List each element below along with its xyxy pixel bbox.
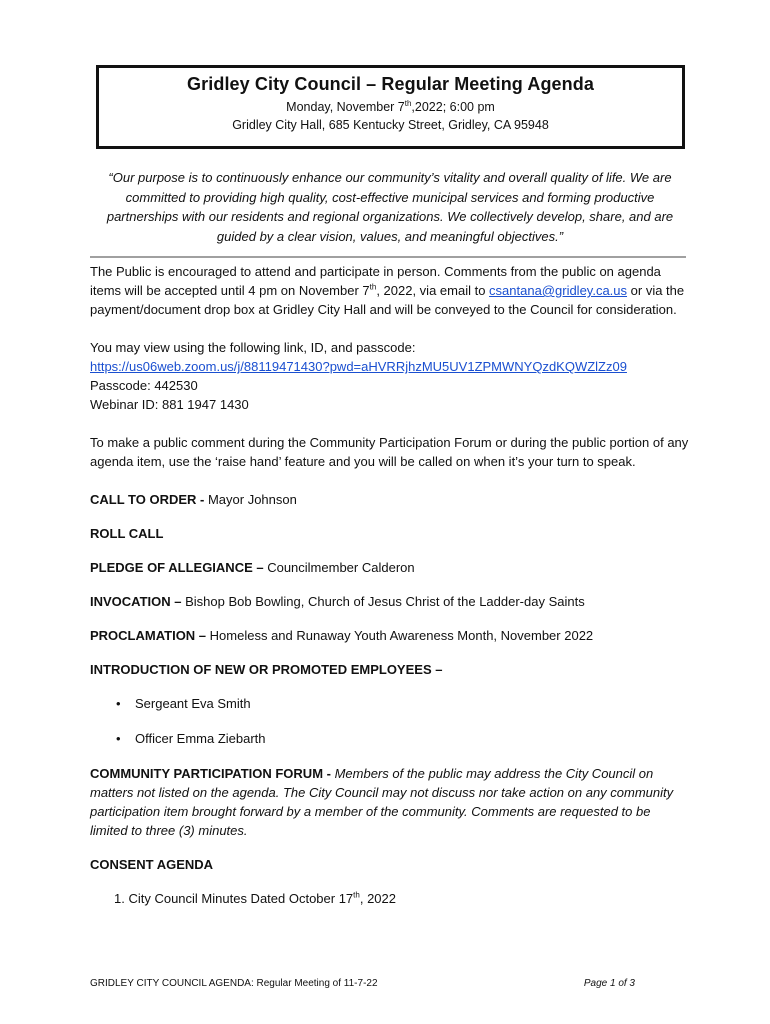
- meeting-date-text: Monday, November 7: [286, 100, 405, 114]
- footer-title: GRIDLEY CITY COUNCIL AGENDA: Regular Meeting of 11-7-22: [90, 978, 378, 989]
- purpose-statement: “Our purpose is to continuously enhance our community’s vitality and overall quality of life. We are committed to providing high quality, cost-effective municipal services and forming productive partnerships with our residents and regional organizations. We collectively develop, share, and are guided by a clear vision, values, and meaningful objectives.”: [106, 170, 674, 244]
- forum-label: COMMUNITY PARTICIPATION FORUM -: [90, 766, 331, 781]
- call-to-order: [90, 490, 690, 509]
- public-notice: [90, 262, 690, 319]
- consent-item: [90, 889, 690, 908]
- consent-agenda-heading: CONSENT AGENDA: [90, 857, 214, 872]
- pledge-of-allegiance: [90, 558, 690, 577]
- public-notice-sup: th: [369, 282, 377, 292]
- consent-item-tail: , 2022: [359, 891, 396, 906]
- invocation: [90, 592, 690, 611]
- list-item: [90, 729, 690, 748]
- community-participation-forum: [90, 764, 690, 840]
- proclamation-text: Homeless and Runaway Youth Awareness Month, November 2022: [206, 628, 594, 643]
- invocation-text: Bishop Bob Bowling, Church of Jesus Christ of the Ladder-day Saints: [181, 594, 585, 609]
- roll-call: ROLL CALL: [90, 526, 164, 541]
- employee-name: Officer Emma Ziebarth: [135, 731, 266, 746]
- proclamation-label: PROCLAMATION –: [90, 628, 207, 643]
- meeting-location: Gridley City Hall, 685 Kentucky Street, Gridley, CA 95948: [232, 118, 549, 132]
- invocation-label: INVOCATION –: [90, 594, 182, 609]
- email-link[interactable]: csantana@gridley.ca.us: [489, 283, 628, 298]
- bullet-icon: •: [116, 731, 121, 746]
- call-to-order-label: CALL TO ORDER -: [90, 492, 205, 507]
- public-notice-text: The Public is encouraged to attend and participate in person. Comments from the public on agenda items will be accepted until 4 pm on November 7: [90, 264, 661, 298]
- public-notice-text-2: , 2022, via email to: [376, 283, 490, 298]
- agenda-title: Gridley City Council – Regular Meeting Agenda: [187, 74, 594, 94]
- proclamation: [90, 626, 690, 645]
- zoom-intro: You may view using the following link, ID, and passcode:: [90, 340, 416, 355]
- section-divider: [90, 256, 686, 258]
- agenda-header-box: [96, 65, 685, 149]
- pledge-text: Councilmember Calderon: [263, 560, 415, 575]
- pledge-label: PLEDGE OF ALLEGIANCE –: [90, 560, 264, 575]
- page-number: Page 1 of 3: [583, 978, 635, 989]
- meeting-date-tail: ,2022; 6:00 pm: [411, 100, 495, 114]
- zoom-link[interactable]: https://us06web.zoom.us/j/88119471430?pwd=aHVRRjhzMU5UV1ZPMWNYQzdKQWZlZz09: [90, 359, 627, 374]
- webinar-id: Webinar ID: 881 1947 1430: [90, 397, 249, 412]
- call-to-order-text: Mayor Johnson: [204, 492, 297, 507]
- meeting-date-sup: th: [404, 98, 412, 108]
- employee-name: Sergeant Eva Smith: [135, 696, 251, 711]
- zoom-info: [90, 338, 690, 414]
- zoom-passcode: Passcode: 442530: [90, 378, 198, 393]
- public-notice-text-3: or via the payment/document drop box at Gridley City Hall and will be conveyed to the Council for consideration.: [90, 283, 685, 317]
- consent-item-text: 1. City Council Minutes Dated October 17: [114, 891, 354, 906]
- forum-text: Members of the public may address the City Council on matters not listed on the agenda. The City Council may not discuss nor take action on any community participation item brought forward by a member of the community. Comments are requested to be limited to three (3) minutes.: [90, 766, 674, 838]
- list-item: [90, 694, 690, 713]
- bullet-icon: •: [116, 696, 121, 711]
- consent-item-sup: th: [353, 890, 360, 900]
- agenda-body: [90, 262, 690, 908]
- meeting-date: [99, 100, 682, 114]
- public-comment-instructions: To make a public comment during the Community Participation Forum or during the public portion of any agenda item, use the ‘raise hand’ feature and you will be called on when it’s your turn to speak.: [90, 435, 689, 469]
- introduction-heading: INTRODUCTION OF NEW OR PROMOTED EMPLOYEES –: [90, 662, 443, 677]
- page-footer: [90, 978, 635, 989]
